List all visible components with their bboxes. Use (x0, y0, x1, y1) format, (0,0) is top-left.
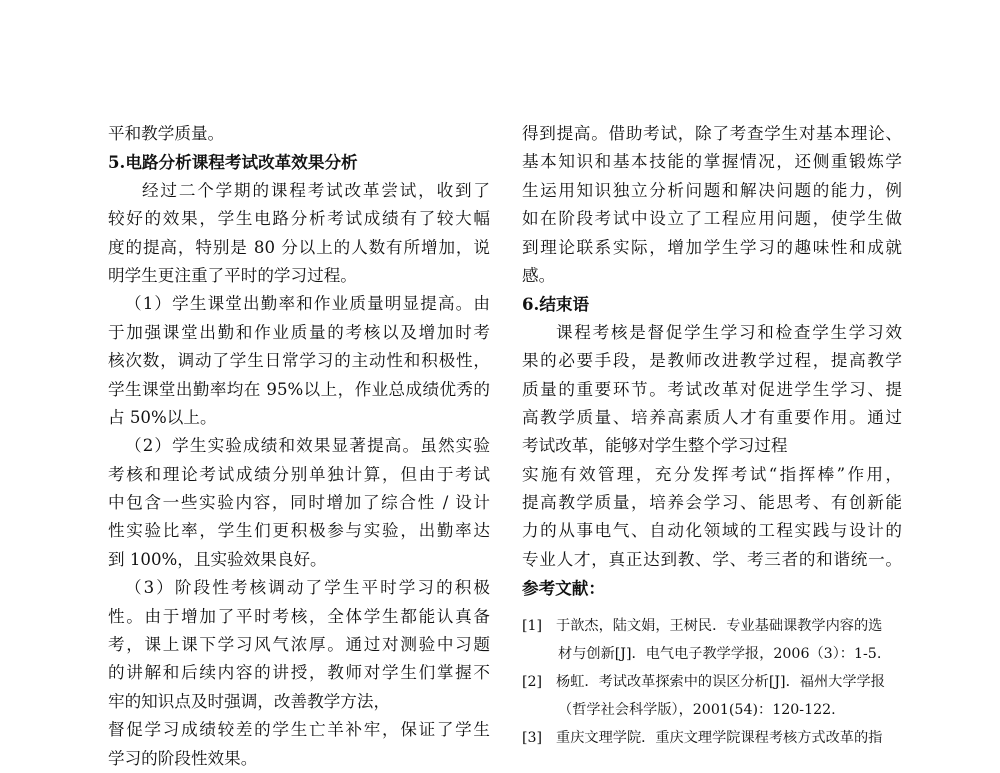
paragraph-line: 中包含一些实验内容，同时增加了综合性 / 设计 (108, 493, 490, 513)
reference-text: 杨虹．考试改革探索中的误区分析[J]．福州大学学报 (556, 674, 885, 691)
reference-number: [2] (522, 674, 543, 691)
paragraph-line: 占 50%以上。 (108, 407, 217, 427)
paragraph-line: 考试改革，能够对学生整个学习过程 (522, 436, 788, 456)
paragraph-line: 到 100%，且实验效果良好。 (108, 549, 327, 569)
paragraph-line: 基本知识和基本技能的掌握情况，还侧重锻炼学 (522, 152, 902, 172)
paragraph-line: 经过二个学期的课程考试改革尝试，收到了 (142, 180, 490, 200)
paragraph-line: 较好的效果，学生电路分析考试成绩有了较大幅 (108, 209, 490, 229)
reference-item (522, 668, 902, 696)
reference-text: 材与创新[J]．电气电子教学学报，2006（3）：1-5. (558, 645, 882, 662)
paragraph-line: 到理论联系实际，增加学生学习的趣味性和成就 (522, 237, 902, 257)
section-6-heading: 6.结束语 (522, 294, 590, 315)
paragraph-line: 得到提高。借助考试，除了考查学生对基本理论、 (522, 124, 902, 143)
reference-text: 于歆杰，陆文娟，王树民．专业基础课教学内容的选 (556, 617, 883, 634)
paragraph-line: 课程考核是督促学生学习和检查学生学习效 (556, 322, 902, 342)
paragraph-line: 质量的重要环节。考试改革对促进学生学习、提 (522, 379, 902, 399)
paragraph-line: 考，课上课下学习风气浓厚。通过对测验中习题 (108, 635, 490, 655)
paragraph-line: 性实验比率，学生们更积极参与实验，出勤率达 (108, 521, 490, 541)
left-column (108, 120, 490, 773)
paragraph-line: （1）学生课堂出勤率和作业质量明显提高。由 (125, 294, 490, 314)
section-5-heading: 5.电路分析课程考试改革效果分析 (108, 152, 358, 173)
paragraph-line: 明学生更注重了平时的学习过程。 (108, 265, 357, 285)
paragraph-line: 考核和理论考试成绩分别单独计算，但由于考试 (108, 464, 490, 484)
references-heading: 参考文献： (522, 578, 605, 599)
paragraph-line: 度的提高，特别是 80 分以上的人数有所增加，说 (108, 237, 490, 257)
paragraph-line: 性。由于增加了平时考核，全体学生都能认真备 (108, 606, 490, 626)
reference-number: [3] (522, 730, 543, 747)
right-column (522, 120, 902, 753)
paragraph-line: 果的必要手段，是教师改进教学过程，提高教学 (522, 351, 902, 371)
paragraph-line: 学生课堂出勤率均在 95%以上，作业总成绩优秀的 (108, 379, 490, 399)
paragraph-line: 高教学质量、培养高素质人才有重要作用。通过 (522, 407, 902, 427)
paragraph-line: 牢的知识点及时强调，改善教学方法， (108, 691, 391, 711)
paragraph-line: 生运用知识独立分析问题和解决问题的能力，例 (522, 180, 902, 200)
paragraph-line: 核次数，调动了学生日常学习的主动性和积极性， (108, 351, 490, 371)
reference-item (522, 612, 902, 640)
paragraph-line: （2）学生实验成绩和效果显著提高。虽然实验 (125, 436, 490, 456)
reference-number: [1] (522, 617, 543, 634)
paragraph-line: 实施有效管理，充分发挥考试“指挥棒”作用， (522, 464, 902, 484)
reference-text: 重庆文理学院．重庆文理学院课程考核方式改革的指 (556, 730, 883, 747)
paragraph-line: 提高教学质量，培养会学习、能思考、有创新能 (522, 493, 902, 513)
paragraph-line: 学习的阶段性效果。 (108, 748, 258, 768)
paragraph-line: 如在阶段考试中设立了工程应用问题，使学生做 (522, 209, 902, 229)
paragraph-line: 的讲解和后续内容的讲授，教师对学生们掌握不 (108, 663, 490, 683)
paragraph-line: 力的从事电气、自动化领域的工程实践与设计的 (522, 521, 902, 541)
reference-list (522, 612, 902, 753)
paragraph-line: 督促学习成绩较差的学生亡羊补牢，保证了学生 (108, 720, 490, 740)
text-line: 平和教学质量。 (108, 124, 225, 143)
paragraph-line: 感。 (522, 265, 556, 285)
reference-item (522, 724, 902, 752)
paragraph-line: 专业人才，真正达到教、学、考三者的和谐统一。 (522, 549, 902, 569)
paragraph-line: 于加强课堂出勤和作业质量的考核以及增加时考 (108, 322, 490, 342)
reference-text: （哲学社会科学版），2001(54)：120-122. (558, 702, 836, 719)
paragraph-line: （3）阶段性考核调动了学生平时学习的积极 (125, 578, 490, 598)
